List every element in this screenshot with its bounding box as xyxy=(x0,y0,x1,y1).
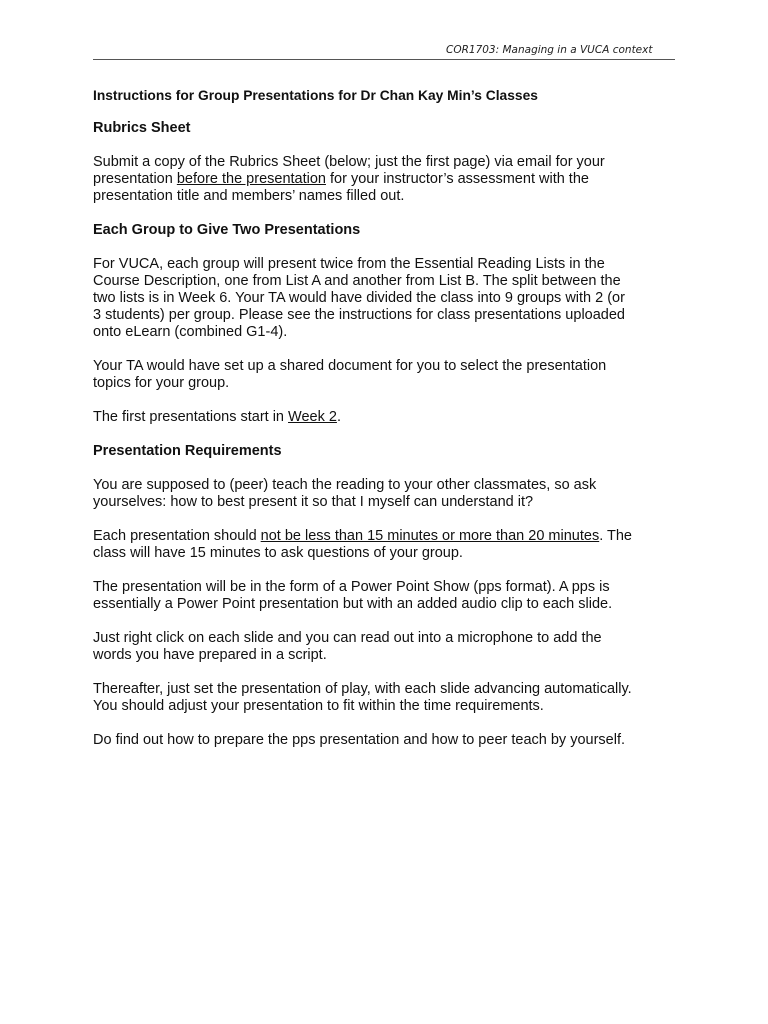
text-fragment: . xyxy=(336,409,341,425)
text-line: 3 students) per group. Please see the instructions for class presentations uploaded xyxy=(93,307,625,323)
text-fragment: . The xyxy=(599,528,632,544)
text-line: topics for your group. xyxy=(93,375,230,391)
text-line: presentation title and members’ names filled out. xyxy=(93,188,405,204)
text-line: The presentation will be in the form of a Power Point Show (pps format). A pps is xyxy=(93,579,610,595)
paragraph-pps-format xyxy=(93,579,683,613)
paragraph-first-presentations xyxy=(93,409,683,426)
text-line: Course Description, one from List A and another from List B. The split between the xyxy=(93,273,621,289)
text-line: essentially a Power Point presentation but with an added audio clip to each slide. xyxy=(93,596,613,612)
document-body xyxy=(93,87,683,749)
paragraph-find-out xyxy=(93,732,683,749)
heading-rubrics-sheet: Rubrics Sheet xyxy=(93,120,191,136)
text-line: For VUCA, each group will present twice from the Essential Reading Lists in the xyxy=(93,256,605,272)
paragraph-peer-teach xyxy=(93,477,683,511)
text-line: Thereafter, just set the presentation of play, with each slide advancing automatically. xyxy=(93,681,632,697)
paragraph-thereafter xyxy=(93,681,683,715)
text-fragment: presentation xyxy=(93,171,177,187)
week-link[interactable]: Week 2 xyxy=(288,409,337,425)
text-fragment: for your instructor’s assessment with the xyxy=(325,171,589,187)
text-line: class will have 15 minutes to ask questions of your group. xyxy=(93,545,463,561)
paragraph-right-click xyxy=(93,630,683,664)
text-line: Your TA would have set up a shared document for you to select the presentation xyxy=(93,358,607,374)
document-title: Instructions for Group Presentations for Dr Chan Kay Min’s Classes xyxy=(93,88,538,103)
text-line: yourselves: how to best present it so that I myself can understand it? xyxy=(93,494,534,510)
underlined-text: before the presentation xyxy=(176,171,326,187)
text-line: onto eLearn (combined G1-4). xyxy=(93,324,288,340)
text-fragment: The first presentations start in xyxy=(93,409,289,425)
text-line: You should adjust your presentation to fit within the time requirements. xyxy=(93,698,544,714)
paragraph-shared-document xyxy=(93,358,683,392)
text-line: You are supposed to (peer) teach the reading to your other classmates, so ask xyxy=(93,477,597,493)
header-rule xyxy=(93,59,675,60)
text-line: Just right click on each slide and you can read out into a microphone to add the xyxy=(93,630,602,646)
text-line: Do find out how to prepare the pps presentation and how to peer teach by yourself. xyxy=(93,732,626,748)
text-line: two lists is in Week 6. Your TA would have divided the class into 9 groups with 2 (or xyxy=(93,290,625,306)
underlined-text: not be less than 15 minutes or more than 20 minutes xyxy=(260,528,600,544)
text-line: words you have prepared in a script. xyxy=(93,647,327,663)
running-header: COR1703: Managing in a VUCA context xyxy=(446,44,653,56)
paragraph-vuca-groups xyxy=(93,256,683,341)
text-fragment: Each presentation should xyxy=(93,528,261,544)
paragraph-rubrics xyxy=(93,154,683,205)
text-line: Submit a copy of the Rubrics Sheet (below; just the first page) via email for your xyxy=(93,154,605,170)
heading-two-presentations: Each Group to Give Two Presentations xyxy=(93,222,361,238)
paragraph-duration xyxy=(93,528,683,562)
heading-presentation-requirements: Presentation Requirements xyxy=(93,443,282,459)
